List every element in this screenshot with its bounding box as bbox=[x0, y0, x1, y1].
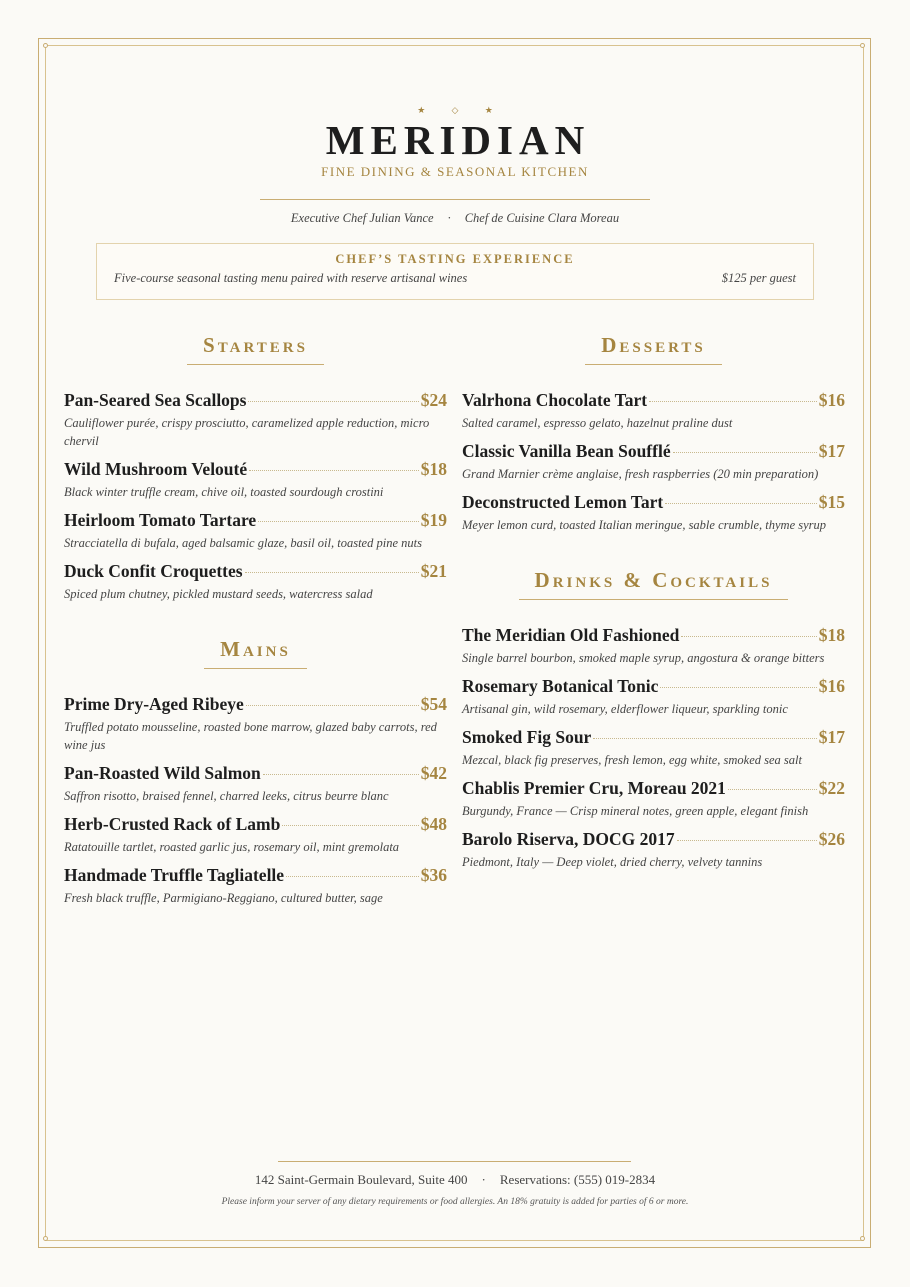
item-name: The Meridian Old Fashioned bbox=[462, 625, 680, 645]
dot-leader bbox=[665, 503, 817, 504]
item-price: $54 bbox=[420, 694, 447, 714]
item-price: $16 bbox=[818, 676, 845, 696]
separator: · bbox=[447, 211, 451, 225]
menu-item bbox=[64, 694, 447, 754]
menu-item bbox=[64, 459, 447, 501]
menu-item bbox=[64, 763, 447, 805]
menu-item bbox=[462, 778, 845, 820]
item-price: $15 bbox=[818, 492, 845, 512]
dot-leader bbox=[649, 401, 817, 402]
item-description: Black winter truffle cream, chive oil, toasted sourdough crostini bbox=[64, 485, 384, 499]
drinks-list bbox=[462, 625, 845, 871]
item-description: Saffron risotto, braised fennel, charred leeks, citrus beurre blanc bbox=[64, 789, 389, 803]
dot-leader bbox=[282, 825, 418, 826]
dot-leader bbox=[246, 705, 419, 706]
section-heading-desserts bbox=[462, 331, 845, 365]
dot-leader bbox=[286, 876, 419, 877]
item-description: Cauliflower purée, crispy prosciutto, caramelized apple reduction, micro chervil bbox=[64, 416, 430, 448]
menu-item bbox=[64, 561, 447, 603]
item-name: Pan-Roasted Wild Salmon bbox=[64, 763, 261, 783]
section-title: Mains bbox=[204, 635, 307, 669]
menu-item bbox=[462, 390, 845, 432]
dot-leader bbox=[681, 636, 816, 637]
starters-list bbox=[64, 390, 447, 603]
item-price: $21 bbox=[420, 561, 447, 581]
right-column bbox=[462, 331, 845, 880]
tasting-title: CHEF’S TASTING EXPERIENCE bbox=[335, 252, 575, 266]
header-divider bbox=[260, 199, 650, 200]
item-name: Handmade Truffle Tagliatelle bbox=[64, 865, 285, 885]
corner-ornament bbox=[860, 1236, 865, 1241]
item-description: Artisanal gin, wild rosemary, elderflower liqueur, sparkling tonic bbox=[462, 702, 788, 716]
item-description: Ratatouille tartlet, roasted garlic jus, rosemary oil, mint gremolata bbox=[64, 840, 400, 854]
dot-leader bbox=[263, 774, 419, 775]
item-price: $17 bbox=[818, 727, 845, 747]
chef-credits bbox=[0, 211, 910, 226]
item-description: Burgundy, France — Crisp mineral notes, green apple, elegant finish bbox=[462, 804, 809, 818]
item-name: Classic Vanilla Bean Soufflé bbox=[462, 441, 671, 461]
section-heading-starters bbox=[64, 331, 447, 365]
item-name: Duck Confit Croquettes bbox=[64, 561, 243, 581]
item-name: Prime Dry-Aged Ribeye bbox=[64, 694, 244, 714]
item-name: Rosemary Botanical Tonic bbox=[462, 676, 659, 696]
item-description: Fresh black truffle, Parmigiano-Reggiano, cultured butter, sage bbox=[64, 891, 383, 905]
menu-item bbox=[64, 390, 447, 450]
menu-item bbox=[64, 510, 447, 552]
allergy-note: Please inform your server of any dietary requirements or food allergies. An 18% gratuity is added for parties of 6 or more. bbox=[221, 1197, 689, 1207]
item-price: $42 bbox=[420, 763, 447, 783]
item-description: Spiced plum chutney, pickled mustard seeds, watercress salad bbox=[64, 587, 373, 601]
item-price: $36 bbox=[420, 865, 447, 885]
item-description: Salted caramel, espresso gelato, hazelnut praline dust bbox=[462, 416, 733, 430]
restaurant-name: MERIDIAN bbox=[325, 117, 591, 163]
section-heading-drinks bbox=[462, 566, 845, 600]
item-price: $18 bbox=[420, 459, 447, 479]
mains-list bbox=[64, 694, 447, 907]
menu-item bbox=[462, 625, 845, 667]
item-name: Smoked Fig Sour bbox=[462, 727, 592, 747]
item-name: Pan-Seared Sea Scallops bbox=[64, 390, 247, 410]
section-title: Starters bbox=[187, 331, 324, 365]
menu-item bbox=[462, 829, 845, 871]
section-title: Desserts bbox=[585, 331, 722, 365]
tasting-experience-box bbox=[96, 243, 814, 300]
item-price: $16 bbox=[818, 390, 845, 410]
menu-item bbox=[462, 727, 845, 769]
item-name: Valrhona Chocolate Tart bbox=[462, 390, 648, 410]
item-description: Truffled potato mousseline, roasted bone marrow, glazed baby carrots, red wine jus bbox=[64, 720, 437, 752]
item-name: Herb-Crusted Rack of Lamb bbox=[64, 814, 281, 834]
item-name: Wild Mushroom Velouté bbox=[64, 459, 248, 479]
dot-leader bbox=[673, 452, 817, 453]
tasting-description: Five-course seasonal tasting menu paired with reserve artisanal wines bbox=[114, 271, 468, 285]
item-name: Heirloom Tomato Tartare bbox=[64, 510, 257, 530]
dot-leader bbox=[660, 687, 816, 688]
item-description: Mezcal, black fig preserves, fresh lemon, egg white, smoked sea salt bbox=[462, 753, 802, 767]
item-description: Stracciatella di bufala, aged balsamic glaze, basil oil, toasted pine nuts bbox=[64, 536, 422, 550]
item-price: $24 bbox=[420, 390, 447, 410]
dot-leader bbox=[249, 470, 419, 471]
menu-item bbox=[462, 441, 845, 483]
tasting-price: $125 per guest bbox=[721, 271, 796, 285]
address: 142 Saint-Germain Boulevard, Suite 400 bbox=[254, 1172, 468, 1187]
dot-leader bbox=[677, 840, 817, 841]
dot-leader bbox=[245, 572, 419, 573]
menu-item bbox=[64, 865, 447, 907]
dot-leader bbox=[728, 789, 817, 790]
item-price: $48 bbox=[420, 814, 447, 834]
footer-divider bbox=[278, 1161, 631, 1162]
dot-leader bbox=[248, 401, 418, 402]
footer-contact bbox=[0, 1172, 910, 1188]
desserts-list bbox=[462, 390, 845, 534]
item-price: $26 bbox=[818, 829, 845, 849]
item-price: $19 bbox=[420, 510, 447, 530]
section-title: Drinks & Cocktails bbox=[519, 566, 789, 600]
item-description: Piedmont, Italy — Deep violet, dried cherry, velvety tannins bbox=[462, 855, 763, 869]
item-price: $22 bbox=[818, 778, 845, 798]
item-description: Meyer lemon curd, toasted Italian meringue, sable crumble, thyme syrup bbox=[462, 518, 827, 532]
item-description: Single barrel bourbon, smoked maple syrup, angostura & orange bitters bbox=[462, 651, 825, 665]
item-name: Barolo Riserva, DOCG 2017 bbox=[462, 829, 675, 849]
item-price: $17 bbox=[818, 441, 845, 461]
section-heading-mains bbox=[64, 635, 447, 669]
executive-chef: Executive Chef Julian Vance bbox=[290, 211, 434, 225]
dot-leader bbox=[258, 521, 419, 522]
corner-ornament bbox=[43, 1236, 48, 1241]
dot-leader bbox=[593, 738, 816, 739]
item-name: Chablis Premier Cru, Moreau 2021 bbox=[462, 778, 726, 798]
item-description: Grand Marnier crème anglaise, fresh raspberries (20 min preparation) bbox=[462, 467, 819, 481]
corner-ornament bbox=[43, 43, 48, 48]
reservations-phone: Reservations: (555) 019-2834 bbox=[499, 1172, 656, 1187]
menu-item bbox=[462, 676, 845, 718]
separator: · bbox=[481, 1172, 486, 1187]
restaurant-tagline: FINE DINING & SEASONAL KITCHEN bbox=[321, 164, 589, 179]
item-name: Deconstructed Lemon Tart bbox=[462, 492, 664, 512]
item-price: $18 bbox=[818, 625, 845, 645]
corner-ornament bbox=[860, 43, 865, 48]
menu-item bbox=[462, 492, 845, 534]
menu-item bbox=[64, 814, 447, 856]
star-ornament-icon: ★ ◇ ★ bbox=[417, 105, 505, 115]
left-column bbox=[64, 331, 447, 916]
menu-header bbox=[0, 104, 910, 180]
chef-de-cuisine: Chef de Cuisine Clara Moreau bbox=[464, 211, 620, 225]
